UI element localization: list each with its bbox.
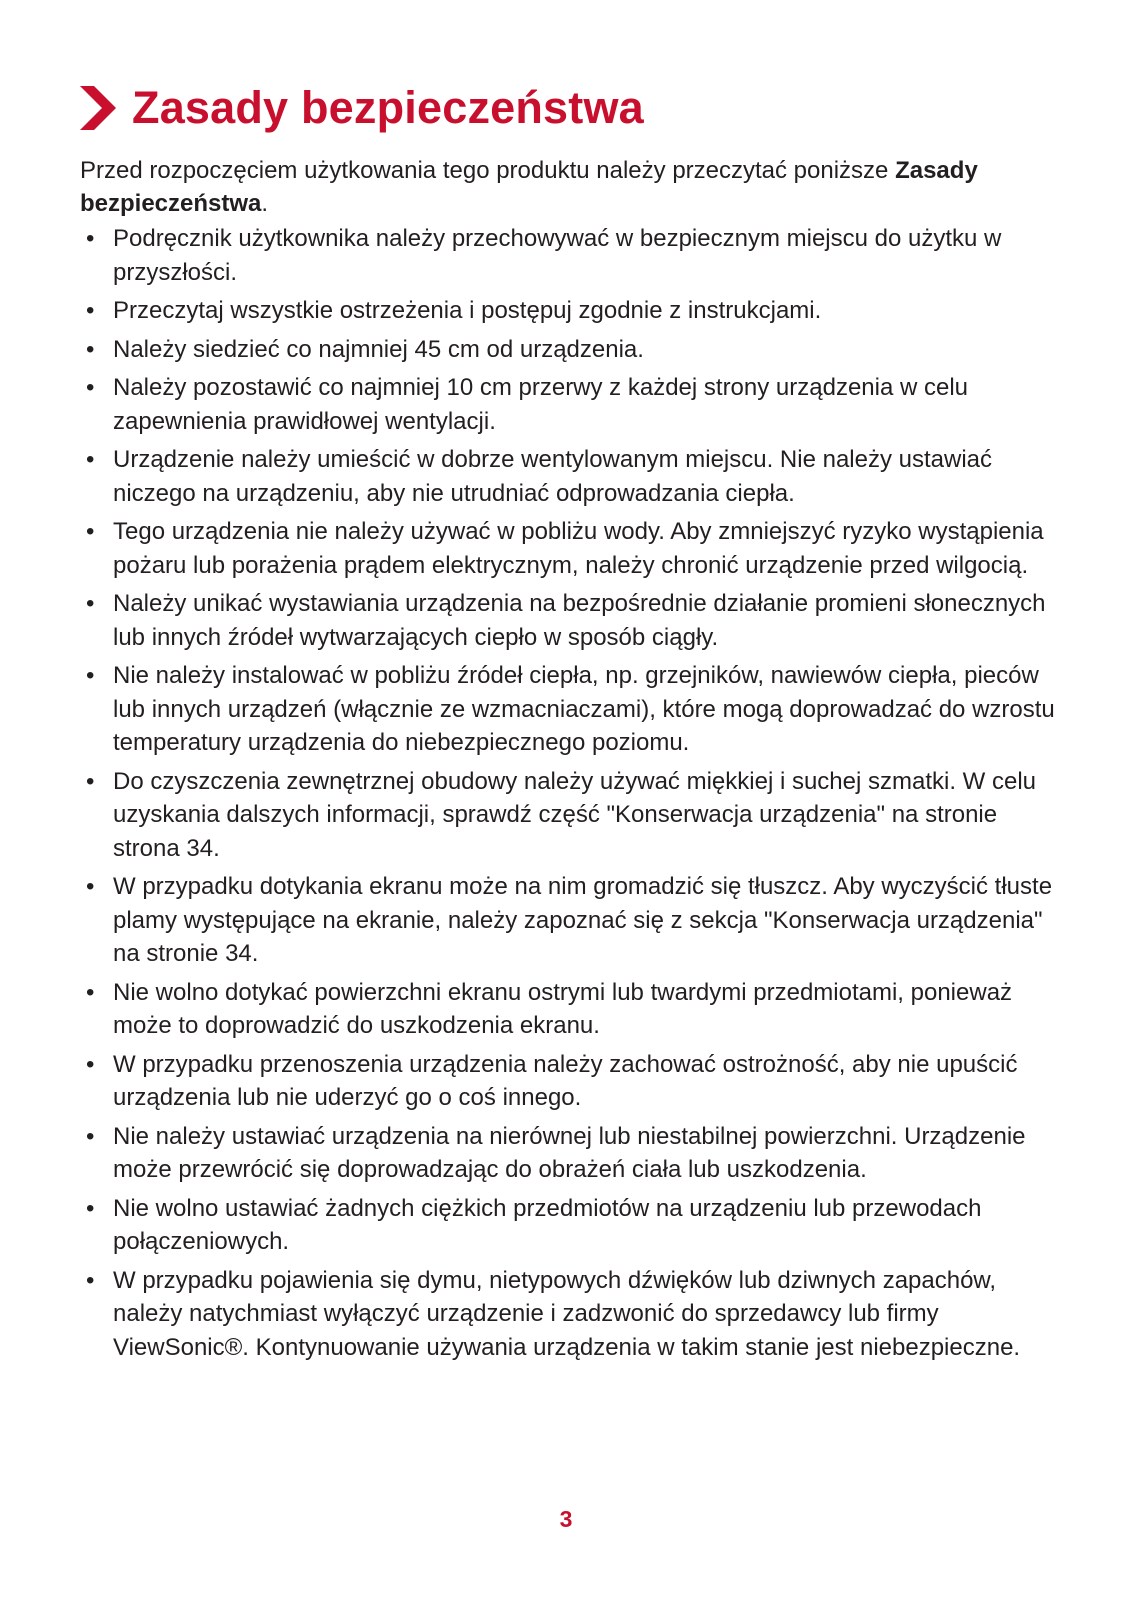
list-item-text: W przypadku pojawienia się dymu, nietypowych dźwięków lub dziwnych zapachów, należy natychmiast wyłączyć urządzenie i zadzwonić do sprzedawcy lub firmy ViewSonic®. Kontynuowanie używania urządzenia w takim stanie jest niebezpieczne. xyxy=(113,1266,1021,1361)
safety-rules-list xyxy=(80,222,1060,1369)
list-item xyxy=(80,587,1060,654)
bullet-icon: • xyxy=(86,1194,95,1222)
bullet-icon: • xyxy=(86,978,95,1006)
list-item xyxy=(80,294,1060,328)
list-item-text: Należy pozostawić co najmniej 10 cm przerwy z każdej strony urządzenia w celu zapewnienia prawidłowej wentylacji. xyxy=(113,374,969,435)
list-item xyxy=(80,1192,1060,1259)
list-item-text: W przypadku dotykania ekranu może na nim gromadzić się tłuszcz. Aby wyczyścić tłuste plamy występujące na ekranie, należy zapoznać się z sekcja "Konserwacja urządzenia" na stronie 34. xyxy=(113,873,1053,967)
bullet-icon: • xyxy=(86,662,95,689)
list-item-text: Urządzenie należy umieścić w dobrze wentylowanym miejscu. Nie należy ustawiać niczego na urządzeniu, aby nie utrudniać odprowadzania ciepła. xyxy=(113,446,993,507)
list-item-text: W przypadku przenoszenia urządzenia należy zachować ostrożność, aby nie upuścić urządzenia lub nie uderzyć go o coś innego. xyxy=(113,1050,1018,1111)
list-item xyxy=(80,515,1060,582)
bullet-icon: • xyxy=(86,873,95,900)
list-item-text: Podręcznik użytkownika należy przechowywać w bezpiecznym miejscu do użytku w przyszłości. xyxy=(113,225,1002,286)
list-item xyxy=(80,976,1060,1043)
intro-text: Przed rozpoczęciem użytkowania tego produktu należy przeczytać poniższe xyxy=(80,157,896,184)
list-item xyxy=(80,333,1060,367)
bullet-icon: • xyxy=(86,335,95,363)
list-item-text: Nie należy instalować w pobliżu źródeł ciepła, np. grzejników, nawiewów ciepła, pieców lub innych urządzeń (włącznie ze wzmacniaczami), które mogą doprowadzać do wzrostu temperatury urządzenia do niebezpiecznego poziomu. xyxy=(113,662,1055,756)
list-item xyxy=(80,222,1060,289)
bullet-icon: • xyxy=(86,518,95,545)
list-item xyxy=(80,1264,1060,1365)
list-item-text: Nie wolno ustawiać żadnych ciężkich przedmiotów na urządzeniu lub przewodach połączeniowych. xyxy=(113,1194,982,1255)
list-item-text: Należy unikać wystawiania urządzenia na bezpośrednie działanie promieni słonecznych lub innych źródeł wytwarzających ciepło w sposób ciągły. xyxy=(113,590,1046,651)
bullet-icon: • xyxy=(86,1122,95,1150)
section-heading xyxy=(78,78,644,138)
list-item-text: Tego urządzenia nie należy używać w pobliżu wody. Aby zmniejszyć ryzyko wystąpienia pożaru lub porażenia prądem elektrycznym, należy chronić urządzenie przed wilgocią. xyxy=(113,518,1044,579)
list-item-text: Do czyszczenia zewnętrznej obudowy należy używać miękkiej i suchej szmatki. W celu uzyskania dalszych informacji, sprawdź część "Konserwacja urządzenia" na stronie strona 34. xyxy=(113,767,1037,862)
list-item xyxy=(80,870,1060,971)
bullet-icon: • xyxy=(86,374,95,401)
bullet-icon: • xyxy=(86,1050,95,1078)
list-item xyxy=(80,1120,1060,1187)
bullet-icon: • xyxy=(86,590,95,617)
bullet-icon: • xyxy=(86,1266,95,1294)
intro-paragraph xyxy=(80,154,1050,220)
list-item xyxy=(80,1048,1060,1115)
page-title: Zasady bezpieczeństwa xyxy=(132,82,644,133)
list-item-text: Nie należy ustawiać urządzenia na nierównej lub niestabilnej powierzchni. Urządzenie może przewrócić się doprowadzając do obrażeń ciała lub uszkodzenia. xyxy=(113,1122,1026,1183)
list-item xyxy=(80,371,1060,438)
page-number: 3 xyxy=(559,1506,573,1532)
list-item xyxy=(80,765,1060,866)
list-item xyxy=(80,659,1060,760)
list-item xyxy=(80,443,1060,510)
chevron-right-icon xyxy=(78,84,118,132)
bullet-icon: • xyxy=(86,297,95,324)
list-item-text: Należy siedzieć co najmniej 45 cm od urządzenia. xyxy=(113,335,644,363)
list-item-text: Przeczytaj wszystkie ostrzeżenia i postępuj zgodnie z instrukcjami. xyxy=(113,297,822,324)
bullet-icon: • xyxy=(86,767,95,795)
list-item-text: Nie wolno dotykać powierzchni ekranu ostrymi lub twardymi przedmiotami, ponieważ może to doprowadzić do uszkodzenia ekranu. xyxy=(113,978,1013,1039)
bullet-icon: • xyxy=(86,446,95,473)
intro-bold-text: Zasady bezpieczeństwa xyxy=(80,157,978,217)
bullet-icon: • xyxy=(86,225,95,252)
intro-text-end: . xyxy=(261,190,269,217)
